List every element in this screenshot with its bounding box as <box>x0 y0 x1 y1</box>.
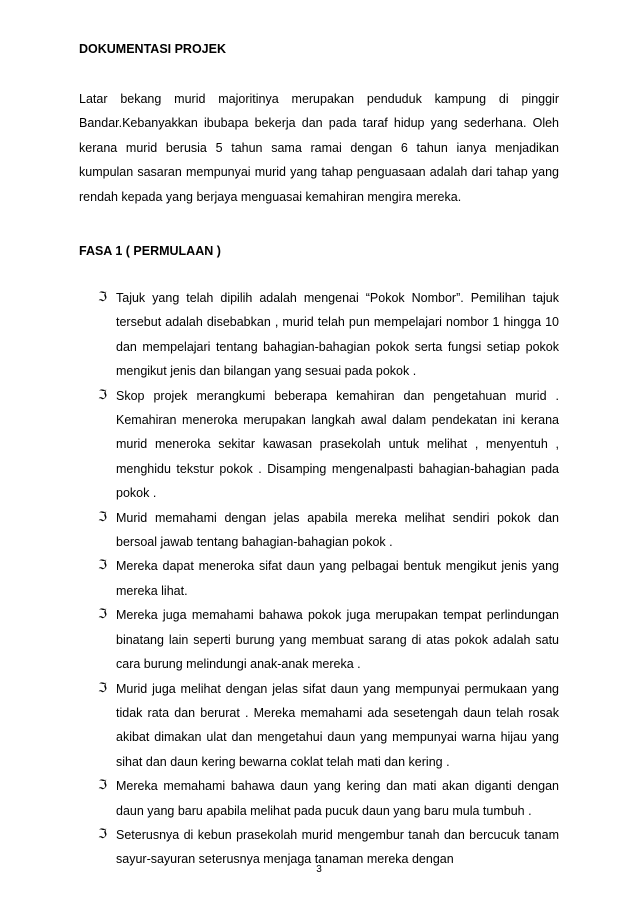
list-item-text: Tajuk yang telah dipilih adalah mengenai “Pokok Nombor”. Pemilihan tajuk tersebut adalah disebabkan , murid telah pun mempelajari nombor 1 hingga 10 dan mempelajari tentang bahagian-bahagian pokok serta fungsi setiap pokok mengikut jenis dan bilangan yang sesuai pada pokok . <box>116 291 559 379</box>
list-item-text: Mereka juga memahami bahawa pokok juga merupakan tempat perlindungan binatang lain seperti burung yang membuat sarang di atas pokok adalah satu cara burung melindungi anak-anak mereka . <box>116 608 559 672</box>
bullet-icon: ℑ <box>98 509 108 525</box>
intro-paragraph: Latar bekang murid majoritinya merupakan penduduk kampung di pinggir Bandar.Kebanyakkan ibubapa bekerja dan pada taraf hidup yang sederhana. Oleh kerana murid berusia 5 tahun sama ramai dengan 6 tahun ianya menjadikan kumpulan sasaran mempunyai murid yang tahap penguasaan adalah dari tahap yang rendah kepada yang berjaya menguasai kemahiran mengira mereka. <box>79 92 559 204</box>
list-item <box>0 384 638 506</box>
bullet-icon: ℑ <box>98 778 108 794</box>
list-item-text: Mereka memahami bahawa daun yang kering dan mati akan diganti dengan daun yang baru apabila melihat pada pucuk daun yang baru mula tumbuh . <box>116 779 559 818</box>
bullet-icon: ℑ <box>98 826 108 842</box>
list-item-text: Mereka dapat meneroka sifat daun yang pelbagai bentuk mengikut jenis yang mereka lihat. <box>116 559 559 598</box>
list-item <box>0 774 638 823</box>
list-item-text: Skop projek merangkumi beberapa kemahiran dan pengetahuan murid . Kemahiran meneroka merupakan langkah awal dalam pendekatan ini kerana murid meneroka sekitar kawasan prasekolah untuk melihat , menyentuh , menghidu tekstur pokok . Disamping mengenalpasti bahagian-bahagian pada pokok . <box>116 388 559 501</box>
bullet-icon: ℑ <box>98 558 108 574</box>
bullet-icon: ℑ <box>98 680 108 696</box>
document-title: DOKUMENTASI PROJEK <box>79 42 227 56</box>
list-item-text: Murid memahami dengan jelas apabila mereka melihat sendiri pokok dan bersoal jawab tentang bahagian-bahagian pokok . <box>116 510 559 550</box>
bullet-icon: ℑ <box>98 607 108 623</box>
bullet-list <box>0 286 638 872</box>
list-item <box>0 506 638 555</box>
page-number: 3 <box>316 864 322 875</box>
list-item-text: Murid juga melihat dengan jelas sifat daun yang mempunyai permukaan yang tidak rata dan berurat . Mereka memahami ada sesetengah daun telah rosak akibat dimakan ulat dan mengetahui daun yang mempunyai warna hijau yang sihat dan daun kering bewarna coklat telah mati dan kering . <box>116 681 559 769</box>
list-item <box>0 554 638 603</box>
list-item <box>0 677 638 775</box>
list-item <box>0 603 638 676</box>
list-item <box>0 286 638 384</box>
bullet-icon: ℑ <box>98 387 108 403</box>
list-item-text: Seterusnya di kebun prasekolah murid mengembur tanah dan bercucuk tanam sayur-sayuran seterusnya menjaga tanaman mereka dengan <box>116 827 559 867</box>
section-heading: FASA 1 ( PERMULAAN ) <box>79 244 221 258</box>
bullet-icon: ℑ <box>98 290 108 305</box>
